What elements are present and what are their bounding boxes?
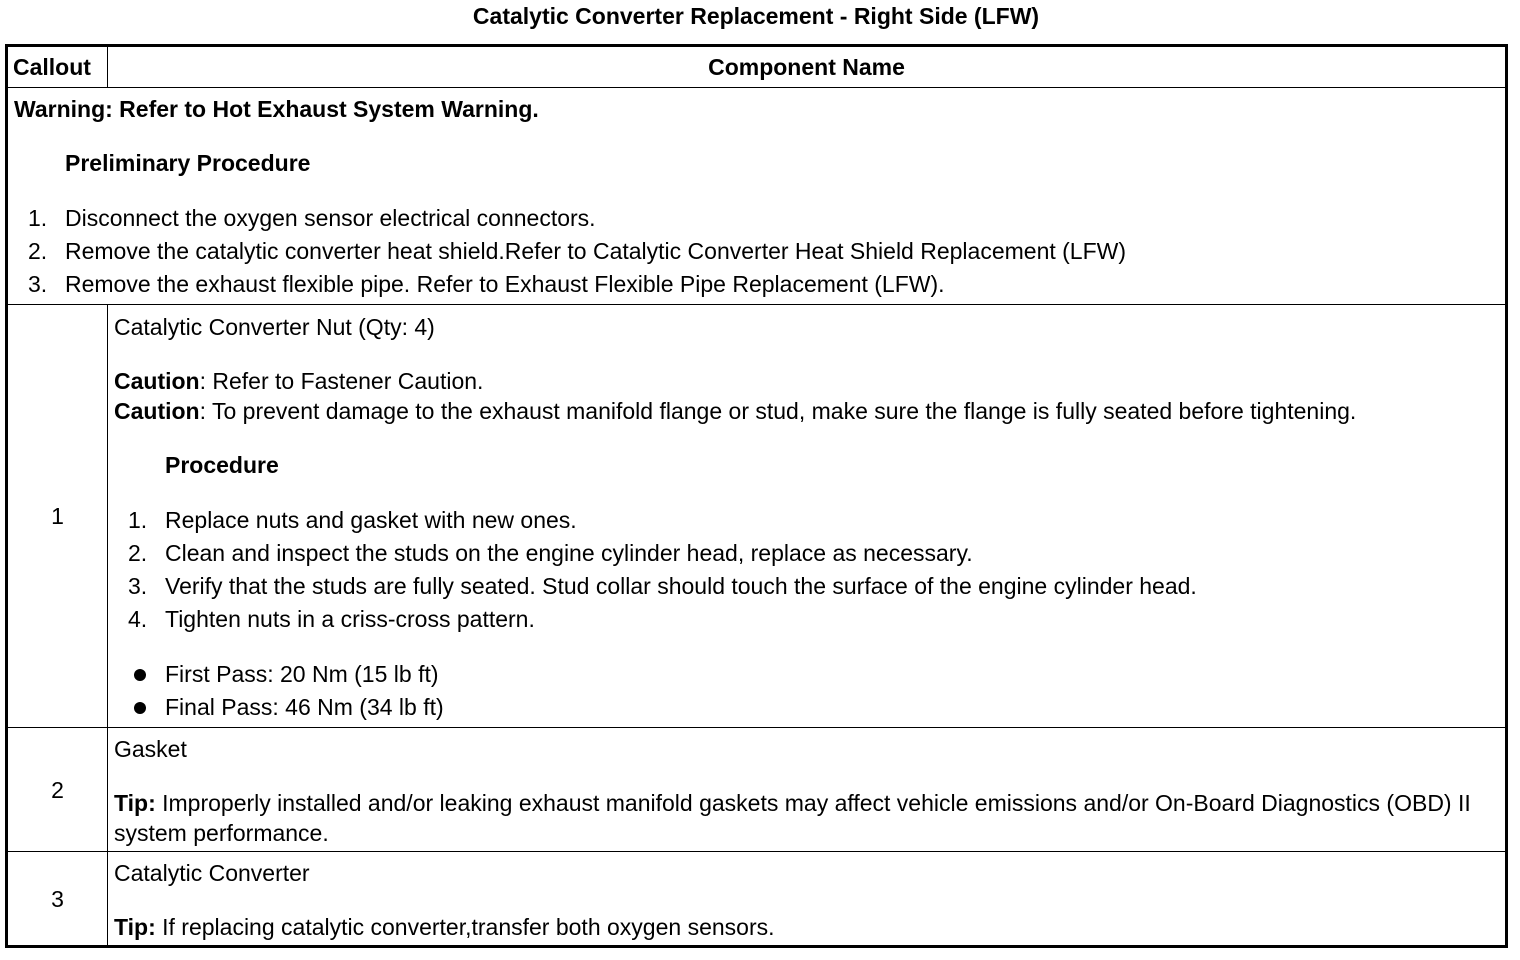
component-cell: [108, 852, 1507, 947]
callout-cell: 2: [7, 728, 108, 852]
step-text: Remove the catalytic converter heat shield.Refer to Catalytic Converter Heat Shield Replacement (LFW): [65, 238, 1127, 264]
step-text: Tighten nuts in a criss-cross pattern.: [165, 606, 535, 632]
step-text: Disconnect the oxygen sensor electrical connectors.: [65, 205, 596, 231]
warning-label: Warning:: [14, 96, 113, 122]
step-number: 3.: [128, 573, 148, 599]
table-row: [7, 852, 1507, 947]
procedure-table: [5, 44, 1508, 948]
tip-line: [114, 912, 1499, 942]
list-item: [114, 603, 1499, 636]
caution-text: : To prevent damage to the exhaust manifold flange or stud, make sure the flange is fully seated before tightening.: [199, 398, 1357, 424]
component-cell: [108, 305, 1507, 728]
bullet-icon: [134, 702, 146, 714]
bullet-text: Final Pass: 46 Nm (34 lb ft): [165, 694, 444, 720]
list-item: [114, 691, 1499, 724]
tip-line: [114, 788, 1499, 848]
step-number: 2.: [128, 540, 148, 566]
caution-line: [114, 366, 1499, 396]
table-row: [7, 305, 1507, 728]
warning-text: Refer to Hot Exhaust System Warning.: [112, 96, 539, 122]
component-cell: [108, 728, 1507, 852]
step-number: 1.: [28, 205, 48, 231]
component-column-header: Component Name: [108, 46, 1507, 88]
step-number: 1.: [128, 507, 148, 533]
caution-label: Caution: [114, 368, 200, 394]
procedure-steps: [114, 504, 1499, 636]
callout-cell: 3: [7, 852, 108, 947]
step-text: Replace nuts and gasket with new ones.: [165, 507, 577, 533]
caution-label: Caution: [114, 398, 200, 424]
list-item: [14, 235, 1499, 268]
callout-column-header: Callout: [7, 46, 108, 88]
preliminary-heading: Preliminary Procedure: [65, 150, 311, 176]
caution-text: : Refer to Fastener Caution.: [199, 368, 484, 394]
step-text: Verify that the studs are fully seated. Stud collar should touch the surface of the engine cylinder head.: [165, 573, 1197, 599]
list-item: [14, 268, 1499, 301]
page-title: Catalytic Converter Replacement - Right Side (LFW): [472, 3, 1040, 29]
bullet-icon: [134, 669, 146, 681]
component-name: Catalytic Converter: [114, 860, 310, 886]
tip-label: Tip:: [114, 914, 156, 940]
component-name: Catalytic Converter Nut (Qty: 4): [114, 314, 435, 340]
component-name: Gasket: [114, 736, 187, 762]
warning-line: [14, 94, 1499, 124]
list-item: [114, 658, 1499, 691]
tip-label: Tip:: [114, 790, 156, 816]
step-text: Clean and inspect the studs on the engine cylinder head, replace as necessary.: [165, 540, 973, 566]
tip-text: If replacing catalytic converter,transfer both oxygen sensors.: [155, 914, 775, 940]
list-item: [14, 202, 1499, 235]
procedure-heading: Procedure: [165, 452, 279, 478]
bullet-text: First Pass: 20 Nm (15 lb ft): [165, 661, 439, 687]
callout-cell: 1: [7, 305, 108, 728]
tip-text: Improperly installed and/or leaking exhaust manifold gaskets may affect vehicle emissions and/or On-Board Diagnostics (OBD) II system performance.: [114, 790, 1471, 846]
step-number: 4.: [128, 606, 148, 632]
list-item: [114, 570, 1499, 603]
header-row: [7, 46, 1507, 88]
preliminary-row: [7, 88, 1507, 305]
table-row: [7, 728, 1507, 852]
list-item: [114, 537, 1499, 570]
caution-line: [114, 396, 1499, 426]
list-item: [114, 504, 1499, 537]
preliminary-cell: [7, 88, 1507, 305]
step-number: 3.: [28, 271, 48, 297]
preliminary-steps: [14, 202, 1499, 301]
step-text: Remove the exhaust flexible pipe. Refer to Exhaust Flexible Pipe Replacement (LFW).: [65, 271, 945, 297]
torque-bullets: [114, 658, 1499, 724]
step-number: 2.: [28, 238, 48, 264]
